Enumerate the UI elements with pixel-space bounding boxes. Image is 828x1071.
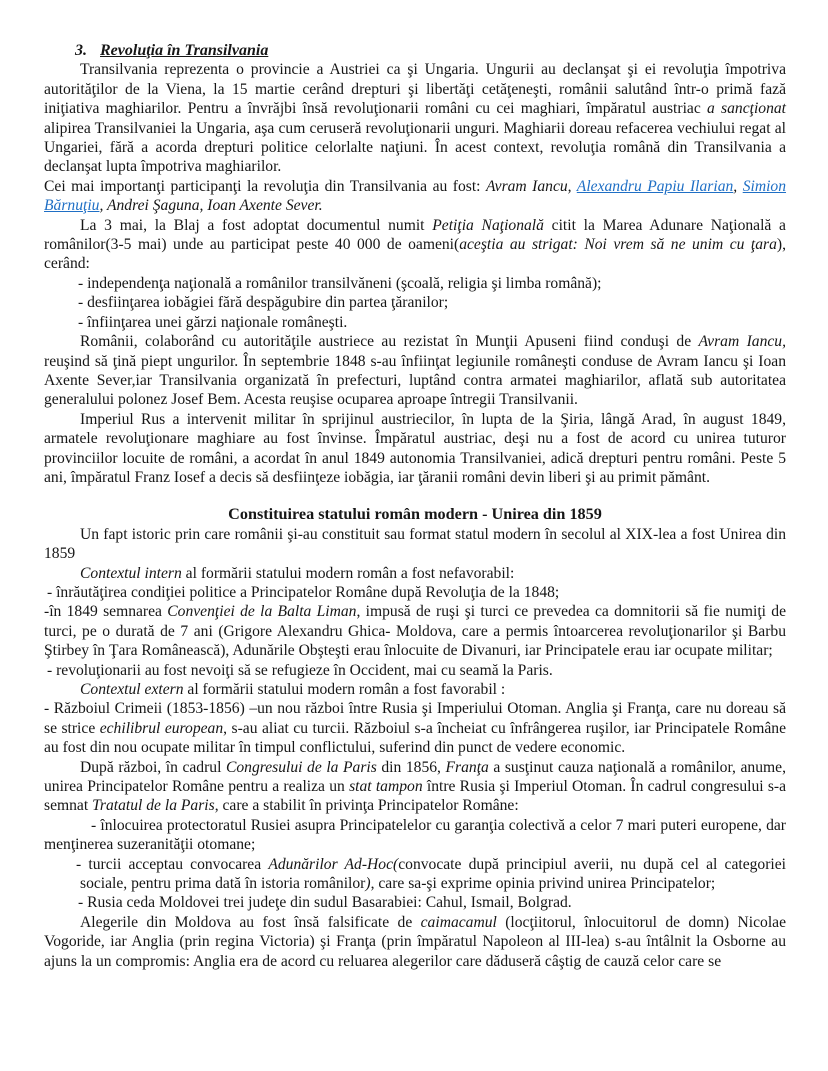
- text-segment: , care a stabilit în privinţa Principatelor Române:: [214, 797, 519, 815]
- paragraph-un-fapt-istoric: Un fapt istoric prin care românii şi-au constituit sau format statul modern în secolul al XIX-lea a fost Unirea din 1859: [44, 525, 786, 563]
- text-segment: a susţinut cauza naţională a românilor, anume, unirea Principatelor Române pentru a realiza un: [44, 758, 786, 796]
- text-segment-italic: Avram Iancu,: [698, 333, 787, 351]
- heading-constituirea-statului-roman: Constituirea statului român modern - Unirea din 1859: [228, 505, 602, 524]
- bullet-desfiintarea-iobagiei: - desfiinţarea iobăgiei fără despăgubire din partea ţăranilor;: [78, 294, 449, 312]
- paragraph-alegerile-din-moldova: [44, 913, 786, 971]
- text-segment: - turcii acceptau convocarea: [76, 855, 269, 873]
- link-simion-barnutiu[interactable]: Simion Bărnuţiu: [44, 177, 787, 215]
- paragraph-petitia-nationala: [44, 216, 786, 274]
- list-item-rusia-ceda-judete: - Rusia ceda Moldovei trei judeţe din sudul Basarabiei: Cahul, Ismail, Bolgrad.: [78, 894, 572, 912]
- paragraph-participanti: [44, 177, 786, 216]
- text-segment: Cei mai importanţi participanţi la revoluţia din Transilvania au fost:: [44, 177, 486, 195]
- text-segment: -în 1849 semnarea: [44, 603, 168, 621]
- list-item-inlocuirea-protectoratul: - înlocuirea protectoratul Rusiei asupra Principatelelor cu garanţia colectivă a celor 7 mari puteri europene, dar menţinerea suzeranităţii otomane;: [44, 816, 786, 854]
- text-segment: reuşind să ţină piept ungurilor. În septembrie 1848 s-au înfiinţat legiunile româneşti conduse de Avram Iancu şi Ioan Axente Sever,iar Transilvania organizată în prefecturi, luptând contra armatei maghiarilor, aflată sub autoritatea generalului polonez Josef Bem. Acesta reuşise ocuparea aproape întregii Transilvanii.: [44, 352, 786, 409]
- bullet-independenta: - independenţa naţională a românilor transilvăneni (şcoală, religia şi limba română);: [78, 274, 602, 292]
- section-number: 3.: [75, 42, 87, 59]
- text-segment: al formării statului modern român a fost favorabil :: [183, 681, 506, 698]
- paragraph-muntii-apuseni: [44, 332, 786, 410]
- text-segment: , s-au aliat cu turcii. Războiul s-a încheiat cu înfrângerea ruşilor, iar Principatele Române au fost din nou ocupate militar în timpul conflictului, suferind din punct de vedere economic.: [44, 719, 786, 757]
- text-segment: alipirea Transilvaniei la Ungaria, aşa cum ceruseră revoluţionarii unguri. Maghiarii doreau refacerea vechiului regat al Ungariei, fără a acorda drepturi politice celorlalte naţiuni. În acest context, revoluţia română din Transilvania a declanşat lupta împotriva maghiarilor.: [44, 119, 786, 176]
- list-item-conventia-balta-liman: [44, 602, 786, 660]
- paragraph-transilvania-intro: [44, 60, 786, 176]
- section-title: Revoluţia în Transilvania: [100, 42, 269, 59]
- text-segment: Alegerile din Moldova au fost însă falsificate de: [80, 913, 421, 931]
- list-item-inrautatirea: - înrăutăţirea condiţiei politice a Principatelor Române după Revoluţia de la 1848;: [47, 583, 560, 601]
- text-segment-italic: , Andrei Şaguna, Ioan Axente Sever.: [99, 197, 323, 215]
- text-segment-italic: Contextul extern: [80, 681, 184, 698]
- paragraph-imperiul-rus: Imperiul Rus a intervenit militar în sprijinul austriecilor, în lupta de la Şiria, lângă Arad, în august 1849, armatele revoluţionare maghiare au fost învinse. Împăratul austriac, deşi nu a fost de acord cu unirea tuturor provinciilor locuite de români, a acordat în anul 1849 autonomia Transilvaniei, adică drepturi pentru români. Peste 5 ani, împăratul Franz Iosef a decis să desfiinţeze iobăgia, iar ţăranii români devin liberi şi au primit pământ.: [44, 410, 786, 486]
- text-segment: - Războiul Crimeii (1853-1856) –un nou război între Rusia şi Imperiului Otoman. Anglia şi Franţa, care nu doreau să se strice: [44, 700, 786, 737]
- text-segment-italic: Convenţiei de la Balta Liman: [167, 603, 357, 621]
- paragraph-congresul-de-la-paris: [44, 758, 786, 816]
- bullet-garzi-nationale: - înfiinţarea unei gărzi naţionale româneşti.: [78, 313, 348, 331]
- text-segment: La 3 mai, la Blaj a fost adoptat documentul numit: [80, 216, 433, 234]
- list-item-adunarile-ad-hoc: [76, 855, 786, 894]
- text-segment: (locţiitorul, înlocuitorul de domn) Nicolae Vogoride, iar Anglia (prin regina Victoria) şi Franţa (prin împăratul Napoleon al III-lea) s-au întâlnit la Osborne au ajuns la un compromis: Anglia era de acord cu reluarea alegerilor care dăduseră câştig de cauză celor care se: [44, 913, 786, 970]
- text-segment-italic: ,: [733, 177, 743, 195]
- text-segment-italic: stat tampon: [349, 778, 423, 796]
- text-segment-italic: aceştia au strigat: Noi vrem să ne unim cu ţara: [459, 236, 777, 254]
- text-segment-italic: ): [365, 875, 371, 893]
- text-segment-italic: a sancţionat: [707, 100, 787, 118]
- link-alexandru-papiu-ilarian[interactable]: Alexandru Papiu Ilarian: [576, 177, 734, 195]
- paragraph-contextul-extern: [44, 680, 786, 699]
- text-segment-italic: Franţa: [445, 758, 489, 776]
- text-segment-italic: caimacamul: [420, 913, 497, 931]
- text-segment: , impusă de ruşi şi turci ce prevedea ca domnitorii să fie numiţi de turci, pe o durată de 7 ani (Grigore Alexandru Ghica- Moldova, care a permis întoarcerea revoluţionarilor şi Barbu Ştirbey în Ţara Românească), Adunările Obşteşti erau înlocuite de Divanuri, iar Principatele erau iar ocupate militar;: [44, 603, 786, 660]
- text-segment-italic: Contextul intern: [80, 564, 182, 582]
- text-segment-italic: Tratatul de la Paris: [92, 797, 215, 815]
- text-segment-italic: Petiţia Naţională: [432, 216, 544, 234]
- text-segment-italic: Adunărilor Ad-Hoc(: [268, 855, 399, 873]
- text-segment: Transilvania reprezenta o provincie a Austriei ca şi Ungaria. Ungurii au declanşat şi ei revoluţia împotriva autorităţilor de la Viena, la 15 martie cerând drepturi şi libertăţi cetăţeneşti, românii salutând într-o primă fază iniţiativa maghiarilor. Pentru a învrăjbi însă revoluţionarii români cu cei maghiari, împăratul austriac: [44, 61, 786, 118]
- list-item-revolutionarii-occident: - revoluţionarii au fost nevoiţi să se refugieze în Occident, mai cu seamă la Paris.: [47, 661, 553, 679]
- text-segment: , care sa-şi exprime opinia privind unirea Principatelor;: [370, 875, 716, 893]
- text-segment: din 1856,: [376, 758, 446, 776]
- text-segment: al formării statului modern român a fost nefavorabil:: [181, 564, 515, 582]
- text-segment-italic: Congresului de la Paris: [225, 758, 377, 776]
- text-segment: între Rusia şi Imperiul Otoman. În cadrul congresului s-a semnat: [44, 778, 787, 815]
- text-segment-italic: Avram Iancu,: [485, 177, 577, 195]
- section-heading-revolutia-in-transilvania: [75, 41, 786, 60]
- list-item-razboiul-crimeii: [44, 699, 786, 757]
- text-segment: citit la Marea Adunare Naţională a românilor(3-5 mai) unde au participat peste 40 000 de oameni(: [44, 216, 786, 254]
- text-segment-italic: echilibrul european: [99, 719, 224, 737]
- paragraph-contextul-intern: [44, 564, 786, 583]
- text-segment: Românii, colaborând cu autorităţile austriece au rezistat în Munţii Apuseni fiind conduşi de: [80, 333, 699, 351]
- text-segment: ), cerând:: [44, 236, 786, 273]
- text-segment: După război, în cadrul: [80, 758, 226, 776]
- text-segment: convocate după principiul averii, nu după cel al categoriei sociale, pentru prima dată în istoria românilor: [80, 855, 786, 893]
